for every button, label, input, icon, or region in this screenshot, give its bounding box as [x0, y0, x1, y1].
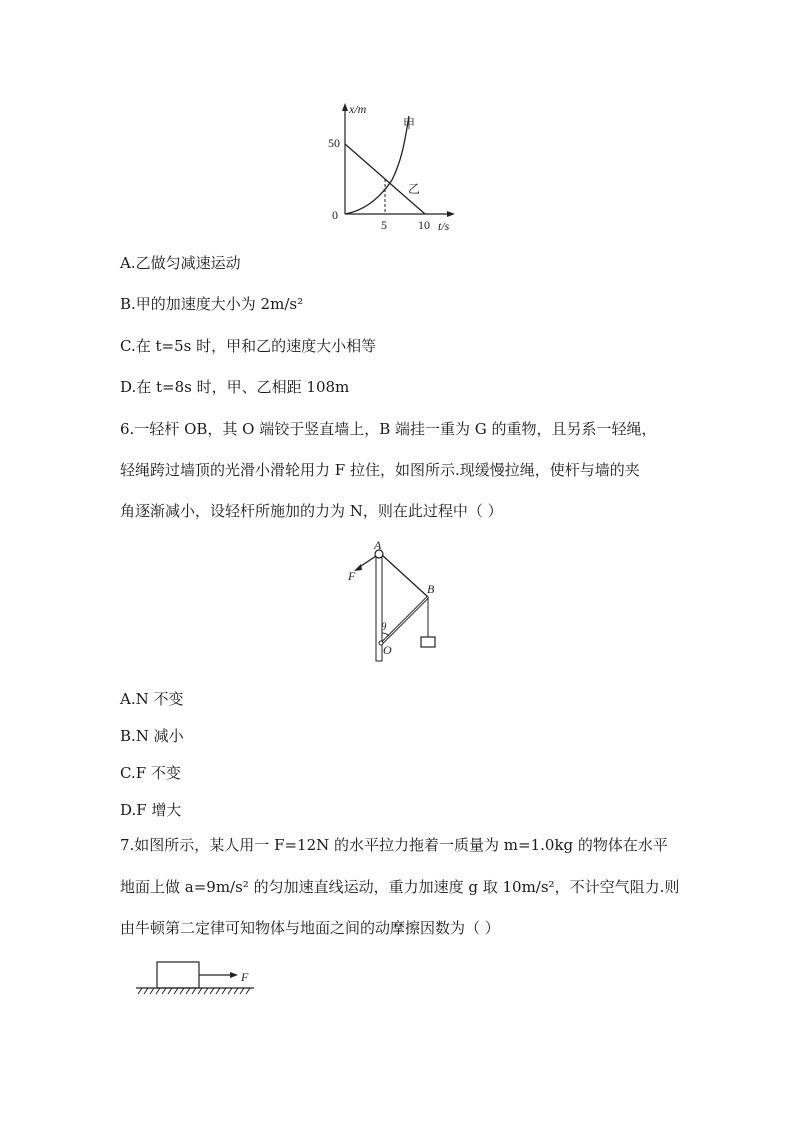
angle-arc	[382, 633, 389, 636]
x-axis-label: t/s	[438, 219, 450, 233]
label-theta: θ	[381, 621, 387, 633]
block	[157, 962, 199, 988]
x-axis-arrow	[447, 211, 455, 217]
curve-jia-label: 甲	[403, 117, 416, 131]
line-yi-label: 乙	[408, 182, 421, 196]
q6-stem-line2: 轻绳跨过墙顶的光滑小滑轮用力 F 拉住，如图所示.现缓慢拉绳，使杆与墙的夹	[120, 461, 640, 479]
label-f: F	[348, 569, 356, 583]
label-o: O	[383, 643, 392, 657]
q6-option-d: D.F 增大	[120, 801, 182, 819]
label-b: B	[427, 582, 435, 596]
force-arrow	[230, 972, 238, 978]
xt-graph	[322, 100, 462, 236]
y-axis-label: x/m	[349, 102, 367, 116]
q6-stem-line1: 6.一轻杆 OB，其 O 端铰于竖直墙上，B 端挂一重为 G 的重物，且另系一轻绳，	[120, 420, 657, 438]
y-tick-50: 50	[328, 136, 340, 150]
x-tick-10: 10	[418, 218, 430, 232]
rod-ob-inner	[382, 597, 428, 643]
q5-option-c: C.在 t=5s 时，甲和乙的速度大小相等	[120, 337, 377, 355]
q6-option-b: B.N 减小	[120, 727, 184, 745]
block-figure	[120, 950, 260, 1005]
ground-hatching	[138, 988, 250, 994]
q7-stem-line2: 地面上做 a=9m/s² 的匀加速直线运动，重力加速度 g 取 10m/s²，不计空气阻力.则	[120, 878, 680, 896]
label-a: A	[374, 538, 382, 552]
x-tick-5: 5	[381, 218, 387, 232]
q7-stem-line3: 由牛顿第二定律可知物体与地面之间的动摩擦因数为（ ）	[120, 919, 500, 937]
origin-label: 0	[332, 208, 338, 222]
q6-stem-line3: 角逐渐减小，设轻杆所施加的力为 N，则在此过程中（ ）	[120, 502, 503, 520]
y-axis-arrow	[342, 103, 348, 111]
rope-ab	[382, 555, 428, 597]
q5-option-a: A.乙做匀减速运动	[120, 254, 241, 272]
q5-option-d: D.在 t=8s 时，甲、乙相距 108m	[120, 378, 350, 396]
rod-wall-figure	[340, 537, 450, 667]
label-f: F	[241, 970, 249, 984]
weight-block	[421, 637, 435, 647]
q6-option-a: A.N 不变	[120, 690, 184, 708]
curve-jia	[345, 116, 409, 214]
q6-option-c: C.F 不变	[120, 764, 181, 782]
q5-option-b: B.甲的加速度大小为 2m/s²	[120, 295, 304, 313]
q7-stem-line1: 7.如图所示，某人用一 F=12N 的水平拉力拖着一质量为 m=1.0kg 的物体在水平	[120, 836, 668, 854]
